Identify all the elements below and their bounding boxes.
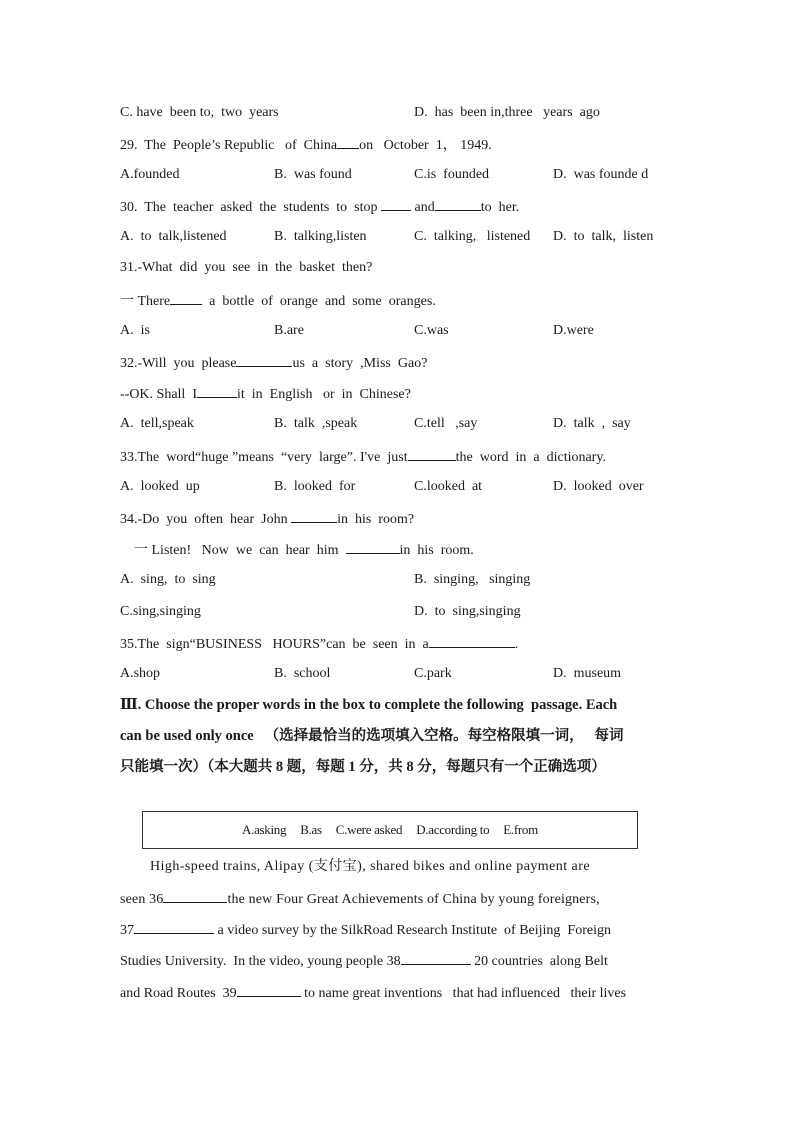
q32-option-b: B. talk ,speak (274, 416, 358, 431)
q32-option-c: C.tell ,say (414, 416, 478, 431)
q33-option-d: D. looked over (553, 479, 644, 494)
section-3-heading-line-1: Ⅲ. Choose the proper words in the box to complete the following passage. Each (120, 697, 618, 713)
word-box-item: D.according to (416, 822, 490, 837)
q32-option-d: D. talk , say (553, 416, 631, 431)
q31-reply: 一 There a bottle of orange and some oranges. (120, 291, 436, 311)
q35-stem: 35.The sign“BUSINESS HOURS”can be seen in a . (120, 634, 518, 654)
q33-option-b: B. looked for (274, 479, 356, 494)
q31-option-a: A. is (120, 323, 150, 338)
q31-option-b: B.are (274, 323, 304, 338)
q35-option-d: D. museum (553, 666, 622, 681)
q34-option-a: A. sing, to sing (120, 572, 216, 587)
q33-option-c: C.looked at (414, 479, 483, 494)
passage-line-2: seen 36 the new Four Great Achievements of China by young foreigners, (120, 889, 600, 909)
section-3-heading-line-2: can be used only once （选择最恰当的选项填入空格。每空格限填一词， 每词 (120, 728, 624, 744)
q29-option-b: B. was found (274, 167, 352, 182)
section-3-heading-line-3: 只能填一次）（本大题共 8 题，每题 1 分，共 8 分，每题只有一个正确选项） (120, 759, 606, 775)
q34-option-c: C.sing,singing (120, 604, 201, 619)
q31-option-d: D.were (553, 323, 594, 338)
q28-option-d: D. has been in,three years ago (414, 105, 600, 120)
q34-option-d: D. to sing,singing (414, 604, 521, 619)
q32-option-a: A. tell,speak (120, 416, 194, 431)
q31-option-c: C.was (414, 323, 449, 338)
q34-reply: 一 Listen! Now we can hear him in his room. (134, 540, 474, 560)
passage-line-4: Studies University. In the video, young people 38 20 countries along Belt (120, 951, 608, 971)
q30-option-a: A. to talk,listened (120, 229, 227, 244)
q28-option-c: C. have been to, two years (120, 105, 279, 120)
passage-line-1: High-speed trains, Alipay (支付宝), shared bikes and online payment are (150, 859, 590, 874)
q29-stem: 29. The People’s Republic of China on October 1， 1949. (120, 135, 492, 155)
word-box (142, 811, 638, 849)
q34-option-b: B. singing, singing (414, 572, 531, 587)
q32-reply: --OK. Shall I it in English or in Chinese? (120, 384, 411, 404)
q30-stem: 30. The teacher asked the students to stop and to her. (120, 197, 519, 217)
q30-option-d: D. to talk, listen (553, 229, 654, 244)
q29-option-c: C.is founded (414, 167, 490, 182)
q35-option-a: A.shop (120, 666, 161, 681)
q35-option-b: B. school (274, 666, 331, 681)
q30-option-c: C. talking, listened (414, 229, 531, 244)
q34-stem: 34.-Do you often hear John in his room? (120, 509, 414, 529)
q33-option-a: A. looked up (120, 479, 200, 494)
word-box-item: C.were asked (335, 822, 403, 837)
word-box-item: B.as (300, 822, 322, 837)
word-box-item: E.from (503, 822, 538, 837)
passage-line-5: and Road Routes 39 to name great inventions that had influenced their lives (120, 983, 626, 1003)
word-box-item: A.asking (242, 822, 287, 837)
q30-option-b: B. talking,listen (274, 229, 367, 244)
q33-stem: 33.The word“huge ”means “very large”. I've just the word in a dictionary. (120, 447, 606, 467)
q29-option-a: A.founded (120, 167, 180, 182)
q31-stem: 31.-What did you see in the basket then? (120, 260, 373, 275)
passage-line-3: 37 a video survey by the SilkRoad Research Institute of Beijing Foreign (120, 920, 611, 940)
q32-stem: 32.-Will you please us a story ,Miss Gao? (120, 353, 427, 373)
q35-option-c: C.park (414, 666, 452, 681)
q29-option-d: D. was founde d (553, 167, 649, 182)
